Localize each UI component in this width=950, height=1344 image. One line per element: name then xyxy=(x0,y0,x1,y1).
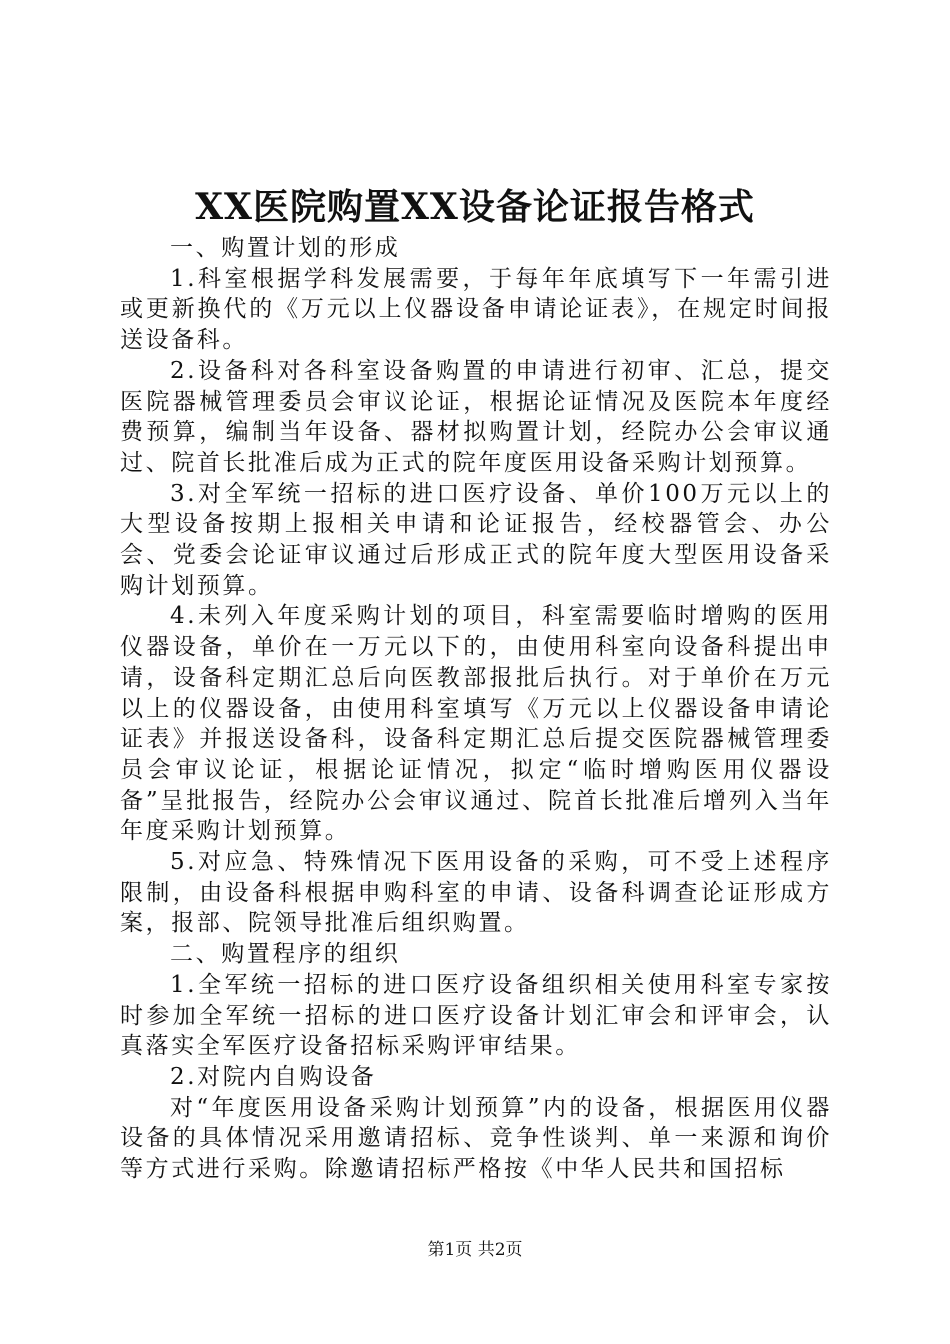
paragraph-2-1: 1.全军统一招标的进口医疗设备组织相关使用科室专家按时参加全军统一招标的进口医疗设备计划汇审会和评审会，认真落实全军医疗设备招标采购评审结果。 xyxy=(120,971,832,1060)
paragraph-1-5: 5.对应急、特殊情况下医用设备的采购，可不受上述程序限制，由设备科根据申购科室的申请、设备科调查论证形成方案，报部、院领导批准后组织购置。 xyxy=(120,849,832,937)
document-title: XX医院购置XX设备论证报告格式 xyxy=(195,186,755,228)
paragraph-1-1: 1.科室根据学科发展需要，于每年年底填写下一年需引进或更新换代的《万元以上仪器设备申请论证表》，在规定时间报送设备科。 xyxy=(120,265,832,354)
section-heading-1: 一、购置计划的形成 xyxy=(170,235,401,261)
paragraph-1-4: 4.未列入年度采购计划的项目，科室需要临时增购的医用仪器设备，单价在一万元以下的，由使用科室向设备科提出申请，设备科定期汇总后向医教部报批后执行。对于单价在万元以上的仪器设备，由使用科室填写《万元以上仪器设备申请论证表》并报送设备科，设备科定期汇总后提交医院器械管理委员会审议论证，根据论证情况，拟定“临时增购医用仪器设备”呈批报告，经院办公会审议通过、院首长批准后增列入当年年度采购计划预算。 xyxy=(120,603,832,845)
paragraph-2-3: 对“年度医用设备采购计划预算”内的设备，根据医用仪器设备的具体情况采用邀请招标、竞争性谈判、单一来源和询价等方式进行采购。除邀请招标严格按《中华人民共和国招标 xyxy=(120,1094,832,1183)
paragraph-1-2: 2.设备科对各科室设备购置的申请进行初审、汇总，提交医院器械管理委员会审议论证，根据论证情况及医院本年度经费预算，编制当年设备、器材拟购置计划，经院办公会审议通过、院首长批准后成为正式的院年度医用设备采购计划预算。 xyxy=(120,357,832,476)
section-heading-2: 二、购置程序的组织 xyxy=(170,941,401,968)
paragraph-2-2: 2.对院内自购设备 xyxy=(170,1063,377,1090)
document-body xyxy=(120,233,832,1185)
paragraph-1-3: 3.对全军统一招标的进口医疗设备、单价100万元以上的大型设备按期上报相关申请和论证报告，经校器管会、办公会、党委会论证审议通过后形成正式的院年度大型医用设备采购计划预算。 xyxy=(120,480,832,599)
page-footer: 第1页 共2页 xyxy=(427,1240,523,1260)
